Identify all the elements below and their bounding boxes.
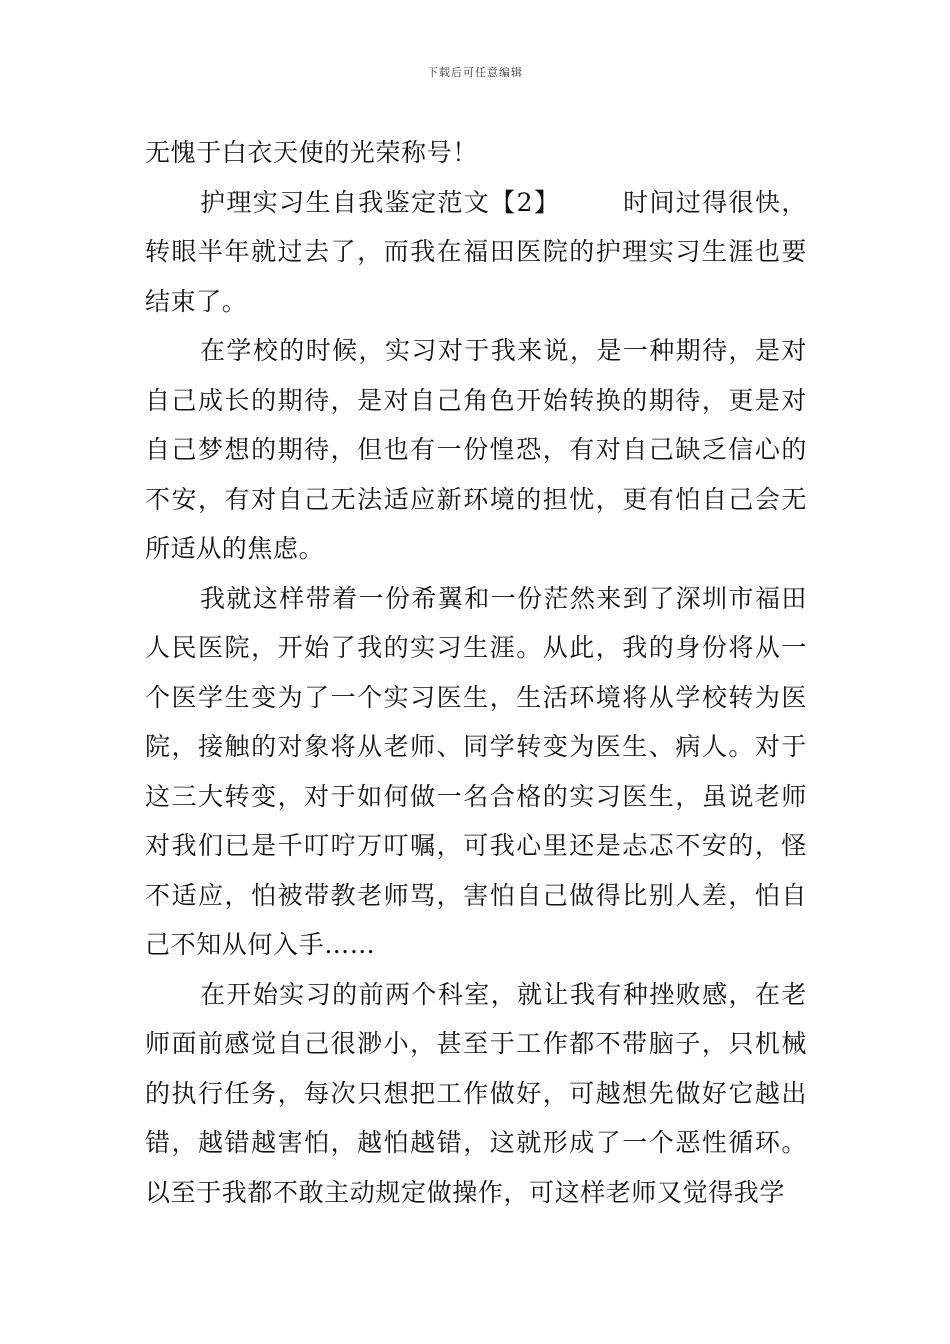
paragraph-section-title [145, 178, 807, 327]
paragraph-school-expectations [145, 326, 807, 574]
paragraph-text: 在学校的时候，实习对于我来说，是一种期待，是对自己成长的期待，是对自己角色开始转换的期待，更是对自己梦想的期待，但也有一份惶恐，有对自己缺乏信心的不安，有对自己无法适应新环境的担忧，更有怕自己会无所适从的焦虑。 [145, 336, 807, 563]
paragraph-text: 时间过得很快，转眼半年就过去了，而我在福田医院的护理实习生涯也要结束了。 [145, 187, 807, 316]
paragraph-text: 我就这样带着一份希翼和一份茫然来到了深圳市福田人民医院，开始了我的实习生涯。从此，我的身份将从一个医学生变为了一个实习医生，生活环境将从学校转为医院，接触的对象将从老师、同学转变为医生、病人。对于这三大转变，对于如何做一名合格的实习医生，虽说老师对我们已是千叮咛万叮嘱，可我心里还是忐忑不安的，怪不适应，怕被带教老师骂，害怕自己做得比别人差，怕自己不知从何入手…… [145, 583, 807, 959]
paragraph-text: 无愧于白衣天使的光荣称号！ [145, 138, 478, 167]
paragraph-closing-line [145, 128, 807, 178]
paragraph-first-departments [145, 970, 807, 1218]
section-title: 护理实习生自我鉴定范文【2】 [200, 187, 561, 217]
page-header: 下载后可任意编辑 [427, 66, 523, 79]
paragraph-text: 在开始实习的前两个科室，就让我有种挫败感，在老师面前感觉自己很渺小，甚至于工作都不带脑子，只机械的执行任务，每次只想把工作做好，可越想先做好它越出错，越错越害怕，越怕越错，这就形成了一个恶性循环。以至于我都不敢主动规定做操作，可这样老师又觉得我学 [145, 979, 807, 1207]
document-body [145, 128, 807, 1217]
paragraph-arrival [145, 574, 807, 970]
